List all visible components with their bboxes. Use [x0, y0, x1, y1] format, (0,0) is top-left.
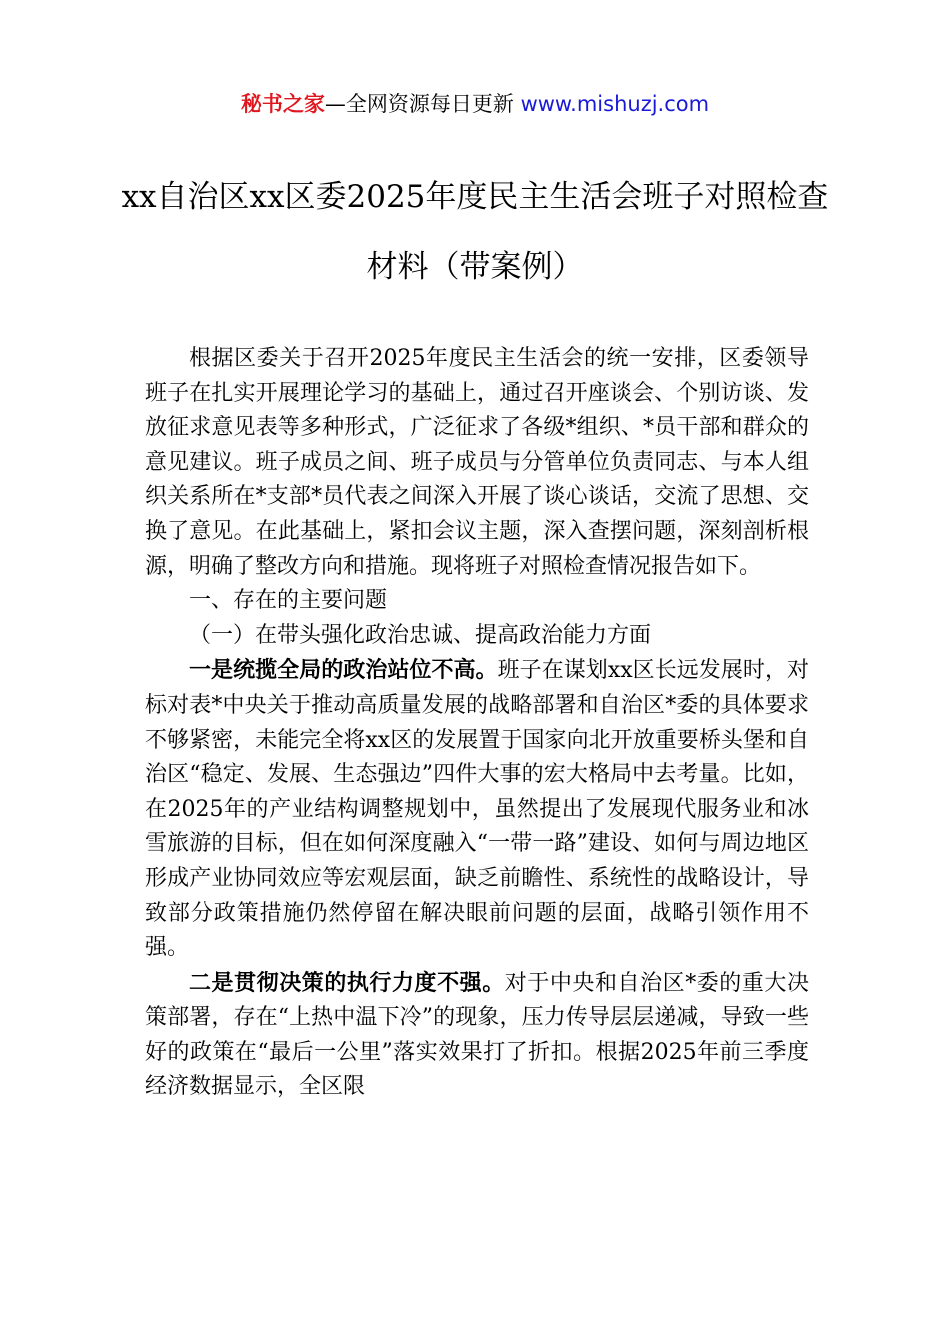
point-one-lead: 一是统揽全局的政治站位不高。 — [189, 657, 498, 684]
point-two-lead: 二是贯彻决策的执行力度不强。 — [189, 969, 505, 996]
site-tagline: —全网资源每日更新 — [324, 92, 521, 116]
point-one-text: 班子在谋划xx区长远发展时，对标对表*中央关于推动高质量发展的战略部署和自治区*委的具体要求不够紧密，未能完全将xx区的发展置于国家向北开放重要桥头堡和自治区“稳定、发展、生态强边”四件大事的宏大格局中去考量。比如，在2025年的产业结构调整规划中，虽然提出了发展现代服务业和冰雪旅游的目标，但在如何深度融入“一带一路”建设、如何与周边地区形成产业协同效应等宏观层面，缺乏前瞻性、系统性的战略设计，导致部分政策措施仍然停留在解决眼前问题的层面，战略引领作用不强。 — [145, 658, 809, 961]
document-body — [145, 342, 809, 1105]
site-header — [0, 86, 950, 122]
point-one-paragraph — [145, 653, 809, 965]
intro-paragraph: 根据区委关于召开2025年度民主生活会的统一安排，区委领导班子在扎实开展理论学习的基础上，通过召开座谈会、个别访谈、发放征求意见表等多种形式，广泛征求了各级*组织、*员干部和群众的意见建议。班子成员之间、班子成员与分管单位负责同志、与本人组织关系所在*支部*员代表之间深入开展了谈心谈话，交流了思想、交换了意见。在此基础上，紧扣会议主题，深入查摆问题，深刻剖析根源，明确了整改方向和措施。现将班子对照检查情况报告如下。 — [145, 346, 809, 579]
point-two-paragraph — [145, 966, 809, 1105]
point-two-text: 对于中央和自治区*委的重大决策部署，存在“上热中温下冷”的现象，压力传导层层递减，导致一些好的政策在“最后一公里”落实效果打了折扣。根据2025年前三季度经济数据显示，全区限 — [145, 970, 810, 1100]
section-heading: 一、存在的主要问题 — [189, 588, 388, 614]
site-brand: 秘书之家 — [240, 92, 325, 116]
document-title: xx自治区xx区委2025年度民主生活会班子对照检查材料（带案例） — [121, 179, 829, 285]
site-url-link[interactable]: www.mishuzj.com — [520, 92, 710, 116]
subsection-heading: （一）在带头强化政治忠诚、提高政治能力方面 — [189, 622, 652, 648]
